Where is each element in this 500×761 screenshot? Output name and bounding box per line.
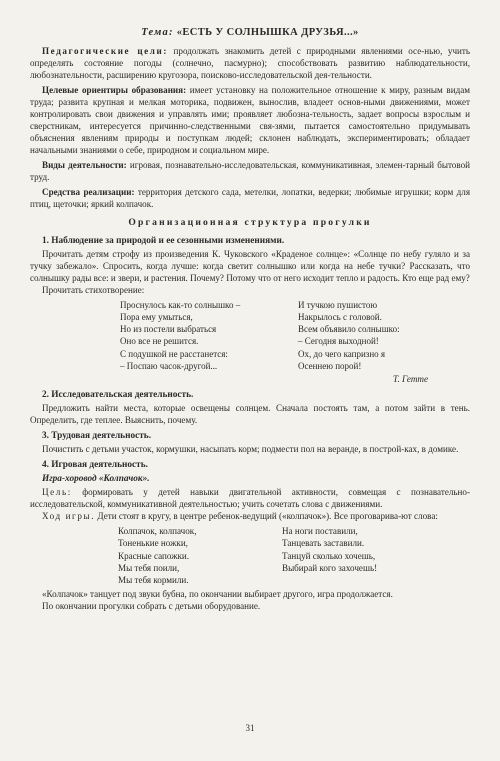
means-paragraph <box>30 186 470 210</box>
section-3-heading: 3. Трудовая деятельность. <box>42 431 152 442</box>
verse-line: Танцуй сколько хочешь, <box>282 550 376 561</box>
poem-line: Проснулось как-то солнышко – <box>120 299 241 310</box>
goals-paragraph <box>30 45 470 81</box>
verse-line: Выбирай кого захочешь! <box>282 562 378 573</box>
verse-line: Тоненькие ножки, <box>118 538 188 549</box>
targets-paragraph <box>30 84 470 156</box>
poem-line: – Поспаю часок-другой... <box>120 360 218 371</box>
game-goal <box>30 486 470 510</box>
game-course-text: Дети стоят в кругу, в центре ребенок-ведущий («колпачок»). Все проговарива-ют слова: <box>97 510 438 521</box>
poem-line: Ох, до чего капризно я <box>298 348 386 359</box>
poem-line: И тучкою пушистою <box>298 299 378 310</box>
game-goal-label: Цель: <box>42 486 72 497</box>
poem-line: Накрылось с головой. <box>298 311 382 322</box>
verse-right-column <box>282 525 412 586</box>
page-number: 31 <box>245 723 255 734</box>
title-main: «ЕСТЬ У СОЛНЫШКА ДРУЗЬЯ...» <box>176 27 359 38</box>
closing-text: По окончании прогулки собрать с детьми оборудование. <box>42 601 261 612</box>
game-after-text: «Колпачок» танцует под звуки бубна, по окончании выбирает другого, игра продолжается. <box>42 589 393 600</box>
poem-author: Т. Гетте <box>392 373 428 384</box>
activities-label: Виды деятельности: <box>42 159 127 170</box>
game-verse <box>118 525 470 586</box>
section-1-poem-intro: Прочитать стихотворение: <box>42 284 145 295</box>
means-text: территория детского сада, метелки, лопатки, ведерки; любимые игрушки; корм для птиц, щеточки; яркий колпачок. <box>30 186 471 209</box>
game-course <box>30 510 470 522</box>
targets-text: имеет установку на положительное отношение к миру, разным видам труда; развита крупная и мелкая моторика, подвижен, вынослив, владеет основ-ными движениями, может контролировать свои движения и управлять ими; проявляет любозна-тельность, задает вопросы взрослым и сверстникам, интересуется причинно-следственными свя-зями, пытается самостоятельно придумывать объяснения явлениям природы и поступкам людей; склонен наблюдать, экспериментировать; обладает начальными знаниями о себе, природном и социальном мире. <box>30 84 470 155</box>
poem-left-column <box>120 300 268 373</box>
verse-line: На ноги поставили, <box>282 525 358 536</box>
poem-line: С подушкой не расстанется: <box>120 348 228 359</box>
section-3-text: Почистить с детьми участок, кормушки, насыпать корм; подмести пол на веранде, в построй-ках, в домике. <box>42 444 459 455</box>
targets-label: Целевые ориентиры образования: <box>42 84 187 95</box>
poem <box>120 300 470 373</box>
verse-line: Мы тебя кормили. <box>118 575 189 586</box>
goals-label: Педагогические цели: <box>42 45 168 56</box>
means-label: Средства реализации: <box>42 186 135 197</box>
section-2-text: Предложить найти места, которые освещены солнцем. Сначала постоять там, а потом зайти в тень. Определить, где теплее. Выяснить, почему. <box>30 403 470 426</box>
section-4-heading: 4. Игровая деятельность. <box>42 460 148 471</box>
game-course-label: Ход игры. <box>42 510 96 521</box>
verse-line: Мы тебя поили, <box>118 562 180 573</box>
verse-left-column <box>118 525 248 586</box>
section-1-heading: 1. Наблюдение за природой и ее сезонными изменениями. <box>42 235 285 246</box>
poem-line: Пора ему умыться, <box>120 311 193 322</box>
poem-line: Всем объявило солнышко: <box>298 324 400 335</box>
poem-line: Осеннею порой! <box>298 360 362 371</box>
verse-line: Красные сапожки. <box>118 550 190 561</box>
poem-line: Но из постели выбраться <box>120 324 217 335</box>
title-lead: Тема: <box>141 27 174 38</box>
activities-paragraph <box>30 159 470 183</box>
poem-line: – Сегодня выходной! <box>298 336 379 347</box>
section-1-text: Прочитать детям строфу из произведения К. Чуковского «Краденое солнце»: «Солнце по небу гуляло и за тучку забежало». Спросить, когда лучше: когда светит солнышко или когда на небе тучки? Рассказать, что солнышку рады все: и звери, и растения. Почему? Потому что от него исходит тепло и радость. Кто еще рад ему? <box>30 248 470 283</box>
verse-line: Колпачок, колпачок, <box>118 525 197 536</box>
goals-text: продолжать знакомить детей с природными явлениями осе-нью, учить определять состояние погоды (солнечно, пасмурно); способствовать развитию наблюдательности, любознательности, расширению кругозора, поисково-исследовательской дея-тельности. <box>30 45 471 80</box>
poem-line: Оно все не решится. <box>120 336 199 347</box>
poem-right-column <box>298 300 446 373</box>
section-2-heading: 2. Исследовательская деятельность. <box>42 389 194 400</box>
game-goal-text: формировать у детей навыки двигательной активности, совмещая с познавательно-исследовательской, коммуникативной деятельностью; учить сочетать слова с движениями. <box>30 486 470 509</box>
structure-heading: Организационная структура прогулки <box>128 216 372 228</box>
activities-text: игровая, познавательно-исследовательская, коммуникативная, элемен-тарный бытовой труд. <box>30 159 470 182</box>
game-title: Игра-хоровод «Колпачок». <box>42 473 150 484</box>
verse-line: Танцевать заставили. <box>282 538 365 549</box>
page-title <box>30 26 470 40</box>
